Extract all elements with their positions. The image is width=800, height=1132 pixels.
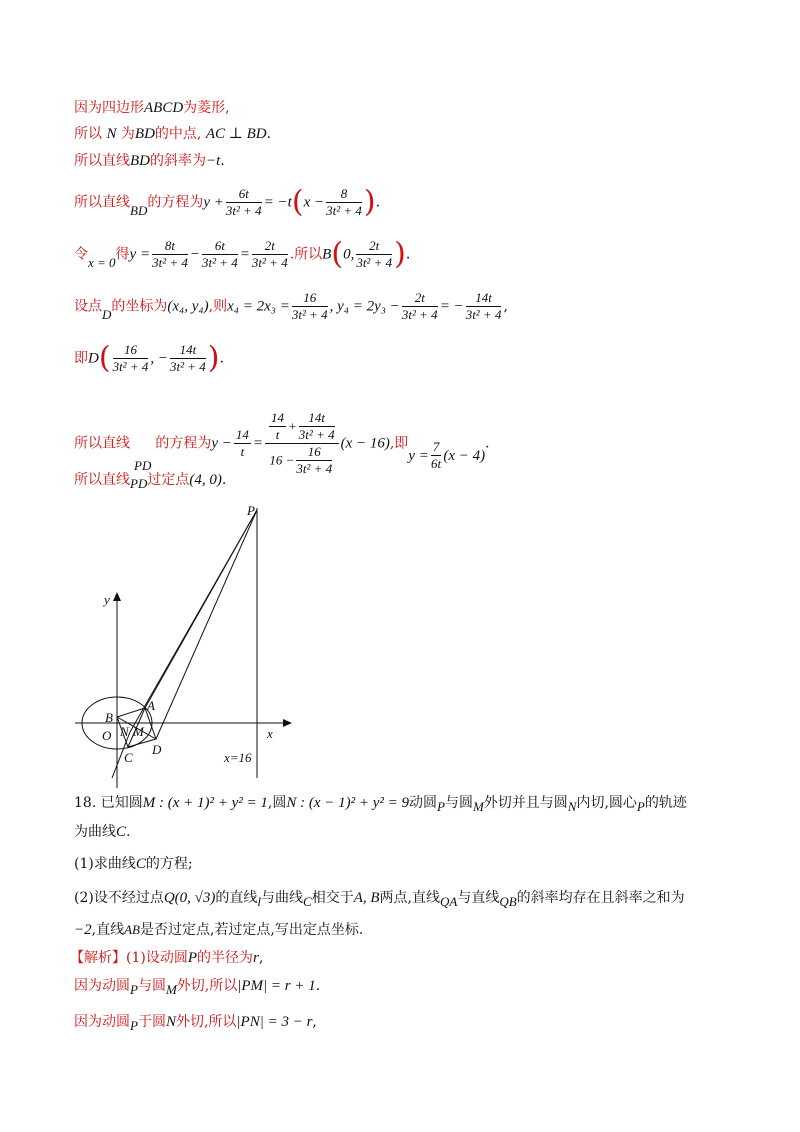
text: 为 <box>120 126 135 142</box>
math-abcd: ABCD <box>144 100 184 116</box>
text: (1)设动圆 <box>126 950 188 966</box>
numerator: 7 <box>432 439 440 454</box>
text: 所以直线 <box>74 153 130 169</box>
numerator: 6t <box>202 238 238 255</box>
text: 所以直线 <box>74 472 130 488</box>
numerator: 16 <box>113 342 149 359</box>
text: .所以 <box>289 246 323 263</box>
math-p: P <box>130 982 138 997</box>
point-o-label: O <box>102 728 112 743</box>
numerator: 2t <box>356 238 392 255</box>
problem-18-line-2 <box>74 822 130 842</box>
text: 的斜率均存在且斜率之和为 <box>516 890 685 906</box>
text: 于圆 <box>137 1014 166 1030</box>
problem-18-question-2 <box>74 888 685 908</box>
math: y + <box>203 194 224 211</box>
line-pd <box>156 510 257 739</box>
fraction <box>356 238 392 271</box>
math: y − <box>211 435 232 452</box>
text: 因为动圆 <box>74 1014 130 1030</box>
compound-numerator <box>265 410 339 444</box>
math-perp: AC ⊥ BD <box>205 126 267 142</box>
math-pd: PD <box>130 476 148 491</box>
math-pd: PD <box>134 457 152 473</box>
numerator: 8 <box>326 186 362 203</box>
solution-line-3 <box>74 151 225 171</box>
text: 过定点 <box>147 472 190 488</box>
denominator: 3t² + 4 <box>225 203 262 218</box>
compound-fraction <box>265 410 339 477</box>
math-n: N <box>106 126 117 142</box>
text: 的半径为 <box>197 950 254 966</box>
text: 因为动圆 <box>74 978 130 994</box>
solution-intro <box>70 948 263 968</box>
point-n-label: N <box>120 724 129 739</box>
geometry-figure <box>70 500 300 790</box>
text: . <box>405 246 411 263</box>
math-d: D <box>102 306 112 322</box>
math: y = <box>129 246 151 263</box>
fraction <box>299 410 335 443</box>
math-c: C <box>135 856 146 872</box>
problem-18-question-2-cont <box>74 920 363 940</box>
numerator: 8t <box>152 238 188 255</box>
text: 16 − <box>269 452 295 468</box>
denominator: 3t² + 4 <box>401 307 438 322</box>
denominator: 3t² + 4 <box>326 203 362 218</box>
text: ,圆 <box>267 795 287 811</box>
math-r: r <box>253 950 259 966</box>
problem-18-line-1 <box>74 793 687 813</box>
fraction <box>170 342 206 375</box>
math-circle-n: N : (x − 1)² + y² = 9 <box>286 795 409 811</box>
problem-18-question-1 <box>74 854 193 874</box>
text: 为菱形, <box>183 100 230 116</box>
line-x16-label: x=16 <box>224 750 252 765</box>
point-b-label: B <box>105 710 113 725</box>
numerator: 6t <box>226 186 262 203</box>
math-m: M <box>472 799 484 814</box>
fraction <box>326 186 362 219</box>
text: (2)设不经过点 <box>74 890 164 906</box>
math-p: P <box>636 799 645 814</box>
text: . <box>126 824 131 840</box>
math: , − <box>150 350 168 367</box>
fraction <box>202 238 238 271</box>
text: 令 <box>74 246 88 263</box>
math: = − <box>439 298 464 315</box>
text: 所以直线 <box>74 194 130 211</box>
denominator: 3t² + 4 <box>296 461 333 476</box>
math-p: P <box>437 799 445 814</box>
point-m-label: M <box>133 724 144 739</box>
paren-left: ( <box>98 340 111 376</box>
text: , <box>258 950 264 966</box>
denominator: 3t² + 4 <box>152 255 188 270</box>
x-axis-label: x <box>267 726 273 741</box>
paren-right: ) <box>363 184 376 220</box>
denominator: 3t² + 4 <box>112 359 149 374</box>
denominator: 3t² + 4 <box>251 255 288 270</box>
text: 两点,直线 <box>379 890 440 906</box>
text: 与曲线 <box>261 890 304 906</box>
math-n: N <box>165 1014 176 1030</box>
math-bd: BD <box>130 202 148 218</box>
fraction <box>431 439 442 472</box>
solution-line-7 <box>74 342 224 375</box>
fraction <box>466 290 502 323</box>
math-b: B <box>322 246 332 263</box>
math-m: M <box>165 982 177 997</box>
math-ab: AB <box>124 922 140 937</box>
numerator: 14t <box>466 290 502 307</box>
math-pm: |PM| = r + 1 <box>237 978 316 994</box>
text: 的直线 <box>215 890 258 906</box>
denominator: 3t² + 4 <box>169 359 206 374</box>
fraction <box>252 238 288 271</box>
math-ab: A, B <box>353 890 380 906</box>
analysis-tag: 【解析】 <box>70 950 126 966</box>
text: 外切,所以 <box>176 978 238 994</box>
text: 与圆 <box>137 978 166 994</box>
text: 的轨迹 <box>644 795 687 811</box>
point-c-label: C <box>124 750 133 765</box>
math-neg-t: −t <box>206 153 221 169</box>
text: 与直线 <box>457 890 500 906</box>
math: − <box>189 246 200 263</box>
problem-number: 18. <box>74 795 97 811</box>
text: 是否过定点,若过定点,写出定点坐标. <box>139 922 364 938</box>
numerator: 14t <box>170 342 206 359</box>
numerator: 14t <box>299 410 335 427</box>
text: . <box>315 978 321 994</box>
denominator: 3t² + 4 <box>202 255 238 270</box>
paren-left: ( <box>331 236 344 272</box>
math: (x₄, y₄) <box>167 298 209 315</box>
text: 与圆 <box>444 795 473 811</box>
text: . <box>375 194 381 211</box>
solution-line-8 <box>74 410 490 477</box>
text: 的斜率为 <box>150 153 206 169</box>
text: (1)求曲线 <box>74 856 136 872</box>
math-d: D <box>88 350 99 367</box>
math-bd: BD <box>130 153 150 169</box>
math-p: P <box>187 950 198 966</box>
math: x₄ = 2x₃ = <box>227 298 290 315</box>
math-point-q: Q(0, √3) <box>163 890 216 906</box>
fraction <box>269 410 286 443</box>
math: = <box>239 246 250 263</box>
fraction <box>296 444 332 477</box>
math: = <box>252 435 263 452</box>
line-pd-extended <box>145 510 257 708</box>
text: 设点 <box>74 298 102 315</box>
denominator: t <box>240 444 245 459</box>
text: . <box>220 153 225 169</box>
numerator: 16 <box>292 290 328 307</box>
text: , <box>312 1014 317 1030</box>
math-c: C <box>116 824 127 840</box>
math-circle-m: M : (x + 1)² + y² = 1 <box>142 795 268 811</box>
text: , <box>503 298 508 315</box>
math: = −t <box>263 194 292 211</box>
paren-right: ) <box>207 340 220 376</box>
text: . <box>485 435 490 452</box>
denominator: 3t² + 4 <box>298 427 335 442</box>
solution-line-1 <box>74 98 230 118</box>
solution-line-2 <box>74 124 271 144</box>
text: 动圆 <box>409 795 437 811</box>
text: 得 <box>115 246 130 263</box>
text: 所以 <box>74 126 102 142</box>
math-qb: QB <box>499 894 517 909</box>
math: x − <box>303 194 325 211</box>
fraction <box>292 290 328 323</box>
denominator: 6t <box>431 456 442 471</box>
text: ,直线 <box>91 922 125 938</box>
math-point: (4, 0) <box>189 472 222 488</box>
solution-step-2 <box>74 976 320 996</box>
math: 0, <box>343 246 355 263</box>
x-axis-arrow-icon <box>283 719 292 727</box>
paren-right: ) <box>394 236 406 272</box>
point-d-label: D <box>152 742 162 757</box>
math-n: N <box>567 799 577 814</box>
solution-line-9 <box>74 470 226 490</box>
text: 的方程; <box>145 856 193 872</box>
math-pn: |PN| = 3 − r <box>236 1014 313 1030</box>
fraction <box>234 427 251 460</box>
denominator: 3t² + 4 <box>465 307 502 322</box>
text: 的方程为 <box>147 194 204 211</box>
denominator: 3t² + 4 <box>291 307 328 322</box>
denominator: t <box>275 427 280 442</box>
math-p: P <box>130 1018 138 1033</box>
paren-left: ( <box>291 184 304 220</box>
math-neg-2: −2 <box>74 922 92 938</box>
math: x = 0 <box>88 254 116 270</box>
text: 内切,圆心 <box>576 795 637 811</box>
solution-line-5 <box>74 238 410 271</box>
text: 的中点, <box>154 126 202 142</box>
compound-denominator <box>265 444 339 477</box>
math: , y₄ = 2y₃ − <box>329 298 400 315</box>
point-p-label: P <box>247 503 255 518</box>
fraction <box>113 342 149 375</box>
text: ,即 <box>389 435 409 452</box>
numerator: 2t <box>252 238 288 255</box>
point-a-label: A <box>147 698 155 713</box>
plus: + <box>288 418 297 434</box>
math: y = <box>408 447 429 464</box>
text: 为曲线 <box>74 824 116 840</box>
math-c: C <box>303 894 312 909</box>
text: 所以直线 <box>74 435 130 452</box>
numerator: 14 <box>235 427 249 442</box>
fraction <box>402 290 438 323</box>
numerator: 14 <box>271 410 284 425</box>
text: 已知圆 <box>100 795 143 811</box>
y-axis-arrow-icon <box>113 592 121 601</box>
math: (x − 4) <box>443 447 486 464</box>
y-axis-label: y <box>104 592 110 607</box>
text: ,则 <box>208 298 228 315</box>
math-l: l <box>257 894 262 909</box>
text: 外切,所以 <box>175 1014 237 1030</box>
numerator: 2t <box>402 290 438 307</box>
solution-step-3 <box>74 1012 317 1032</box>
text: 的方程为 <box>155 435 212 452</box>
text: . <box>266 126 272 142</box>
text: 相交于 <box>311 890 354 906</box>
text: . <box>221 472 227 488</box>
fraction <box>152 238 188 271</box>
fraction <box>226 186 262 219</box>
text: . <box>219 350 224 367</box>
denominator: 3t² + 4 <box>356 255 393 270</box>
text: 因为四边形 <box>74 100 144 116</box>
text: 的坐标为 <box>111 298 168 315</box>
math-qa: QA <box>439 894 458 909</box>
math: (x − 16) <box>340 435 390 452</box>
solution-line-6 <box>74 290 508 323</box>
solution-line-4 <box>74 186 380 219</box>
text: 外切并且与圆 <box>483 795 568 811</box>
numerator: 16 <box>296 444 332 461</box>
text: 即 <box>74 350 88 367</box>
math-bd: BD <box>134 126 155 142</box>
